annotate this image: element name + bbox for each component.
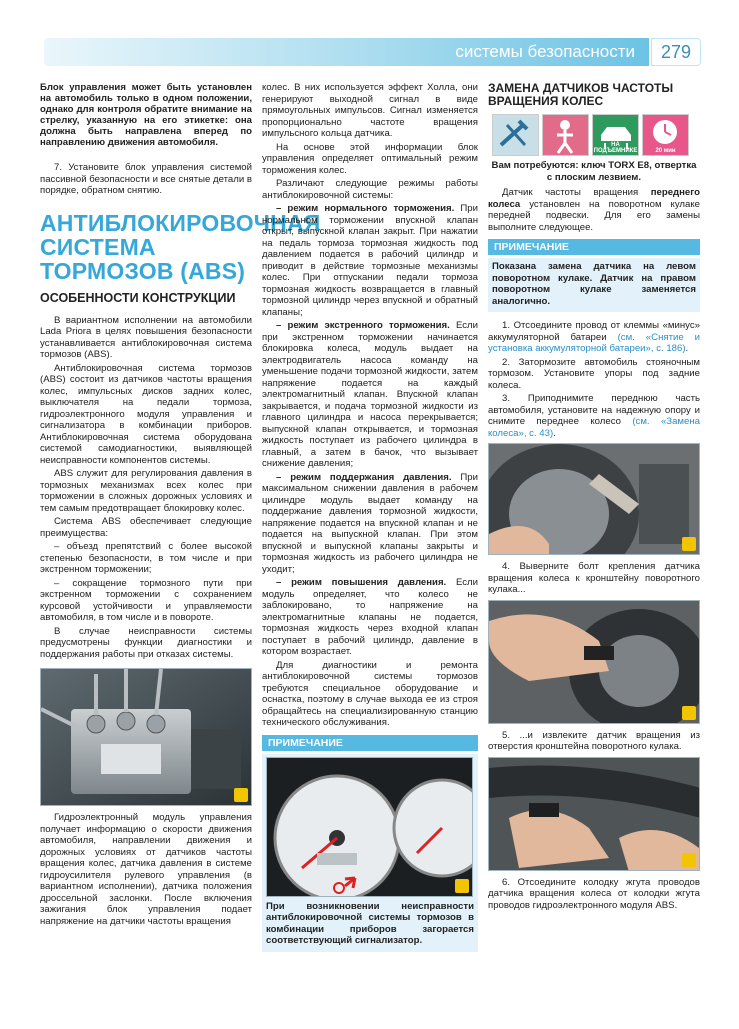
abs-paragraph-1: В вариантном исполнении на автомобили Lada Priora в целях повышения безопасности устанавливается антиблокировочная система тормозов (ABS). <box>40 314 252 360</box>
photo-badge-icon <box>234 788 248 802</box>
sensor-intro <box>488 187 700 233</box>
wheel-hub-photo-2 <box>488 600 700 724</box>
photo-badge-icon <box>682 853 696 867</box>
step-6: 6. Отсоедините колодку жгута проводов датчика вращения колеса от колодки жгута проводов гидроэлектронного модуля ABS. <box>488 876 700 911</box>
mode-increase-text: Если модуль определяет, что колесо не заблокировано, то напряжение на электромагнитные клапаны не подается, тормозная жидкость через входной клапан поступает в рабочий цилиндр, давление в котором возрастает. <box>262 577 478 657</box>
mode-increase-title: – режим повышения давления. <box>276 577 447 588</box>
mode-hold <box>262 472 478 576</box>
abs-paragraph-2: Антиблокировочная система тормозов (ABS) состоит из датчиков частоты вращения колес, импульсных дисков задних колес, выключателя на педали тормоза, гидроэлектронного модуля управления и сигнализатора в комбинации приборов. Антиблокировочная система оборудована системой самодиагностики, выявляющей неисправности компонентов системы. <box>40 362 252 466</box>
wheel-hub-image-1 <box>489 444 700 555</box>
sensor-intro-a: Датчик частоты вращения <box>502 187 651 198</box>
note-text-middle: При возникновении неисправности антиблокировочной системы тормозов в комбинации приборов загорается соответствующий сигнализатор. <box>266 900 474 946</box>
tools-row <box>492 114 700 156</box>
sensor-intro-c: установлен на поворотном кулаке передней подвески. Для его замены выполните следующее. <box>488 198 700 233</box>
abs-paragraph-5: – объезд препятствий с более высокой степенью безопасности, в том числе и при экстренном торможении; <box>40 541 252 575</box>
note-box-right <box>488 258 700 312</box>
wheel-hub-image-2 <box>489 601 700 724</box>
mid-paragraph-2: На основе этой информации блок управления определяет оптимальный режим торможения колес. <box>262 141 478 176</box>
step-2: 2. Затормозите автомобиль стояночным тормозом. Установите упоры под задние колеса. <box>488 356 700 391</box>
step-1-text: 1. Отсоедините провод от клеммы «минус» аккумуляторной батареи <box>488 320 700 343</box>
intro-bold-paragraph: Блок управления может быть установлен на автомобиль только в одном положении, однако для контроля обратите внимание на стрелку, указанную на его этикетке: она должна быть направлена вперед по направлению движения автомобиля. <box>40 82 252 148</box>
abs-paragraph-4: Система ABS обеспечивает следующие преимущества: <box>40 516 252 539</box>
wheel-hub-photo-1 <box>488 443 700 555</box>
step-1-end: . <box>685 343 689 354</box>
column-right <box>488 82 700 913</box>
page-number: 279 <box>651 38 701 66</box>
step-3-end: . <box>553 427 556 439</box>
abs-module-photo <box>40 668 252 806</box>
mode-normal-text: При нормальном торможении впускной клапан открыт, выпускной клапан закрыт. При нажатии на педаль тормоза тормозная жидкость под давлением подается в рабочий цилиндр и приводит в действие тормозные механизмы колес. При отпускании педали тормоза тормозная жидкость возвращается в главный тормозной цилиндр через впускной и обратный клапаны; <box>262 203 478 318</box>
timer-label: 20 мин <box>655 148 676 154</box>
tools-needed: Вам потребуются: ключ TORX E8, отвертка с плоским лезвием. <box>491 160 697 183</box>
note-label-right: ПРИМЕЧАНИЕ <box>488 239 700 255</box>
photo-badge-icon <box>682 706 696 720</box>
step-1 <box>488 320 700 355</box>
header-band <box>44 38 649 66</box>
step-3-text: 3. Приподнимите переднюю часть автомобиля, установите на надежную опору и снимите переднее колесо <box>488 393 700 427</box>
wrench-icon <box>492 114 539 156</box>
mode-hold-title: – режим поддержания давления. <box>276 471 452 483</box>
person-icon <box>542 114 589 156</box>
note-label-middle: ПРИМЕЧАНИЕ <box>262 735 478 751</box>
dashboard-photo <box>266 757 473 897</box>
column-middle <box>262 82 478 958</box>
note-text-right: Показана замена датчика на левом поворотном кулаке. Датчик на правом поворотном кулаке заменяется аналогично. <box>492 261 696 307</box>
mid-paragraph-3: Различают следующие режимы работы антиблокировочной системы: <box>262 178 478 201</box>
mode-normal-title: – режим нормального торможения. <box>276 203 455 214</box>
abs-paragraph-6: – сокращение тормозного пути при экстренном торможении с сохранением курсовой устойчивости и управляемости автомобиля, в том числе и в повороте. <box>40 577 252 623</box>
step-5: 5. ...и извлеките датчик вращения из отверстия кронштейна поворотного кулака. <box>488 729 700 752</box>
step-3 <box>488 393 700 439</box>
step-3-link[interactable]: (см. «Замена колеса», с. 43) <box>488 416 700 439</box>
abs-paragraph-7: В случае неисправности системы предусмотрены функции диагностики и поддержания работы при отказах системы. <box>40 625 252 660</box>
mode-emergency-title: – режим экстренного торможения. <box>276 320 450 331</box>
mode-normal <box>262 203 478 318</box>
section-title: системы безопасности <box>455 42 635 61</box>
lift-label: НА ПОДЪЕМНИКЕ <box>593 142 638 154</box>
step-4: 4. Выверните болт крепления датчика вращения колеса к кронштейну поворотного кулака... <box>488 561 700 595</box>
abs-paragraph-8: Гидроэлектронный модуль управления получает информацию о скорости движения автомобиля, направлении движения и дорожных условиях от датчиков частоты вращения колес, датчика давления в системе гидроусилителя рулевого управления (в вариантном исполнении), датчика положения дроссельной заслонки. После включения зажигания блок управления подает напряжение на датчики частоты вращения <box>40 812 252 927</box>
mid-paragraph-1: колес. В них используется эффект Холла, они генерируют выходной сигнал в виде прямоугольных импульсов. Сигнал изменяется пропорционально частоте вращения импульсного кольца датчика. <box>262 82 478 139</box>
lift-icon <box>592 114 639 156</box>
mode-hold-text: При максимальном снижении давления в рабочем цилиндре модуль выдает команду на поддержание давления тормозной жидкости, напряжение подается на впускной клапан и не подается на выпускной клапан. При этом впускной и выпускной клапаны закрыты и тормозная жидкость из рабочего цилиндра не уходит; <box>262 471 478 575</box>
connector-image <box>489 758 700 871</box>
dashboard-image <box>267 758 473 897</box>
mode-emergency <box>262 320 478 470</box>
step-1-link[interactable]: (см. «Снятие и установка аккумуляторной батареи», с. 186) <box>488 331 700 354</box>
photo-badge-icon <box>455 879 469 893</box>
sensor-replace-title: ЗАМЕНА ДАТЧИКОВ ЧАСТОТЫ ВРАЩЕНИЯ КОЛЕС <box>488 81 674 108</box>
abs-title: АНТИБЛОКИРОВОЧНАЯ СИСТЕМА ТОРМОЗОВ (ABS) <box>40 209 321 284</box>
photo-badge-icon <box>682 537 696 551</box>
mode-increase <box>262 577 478 658</box>
abs-module-image <box>41 669 252 806</box>
abs-subtitle: ОСОБЕННОСТИ КОНСТРУКЦИИ <box>40 290 236 305</box>
mid-paragraph-4: Для диагностики и ремонта антиблокировочной системы тормозов требуются специальное оборудование и оснастка, поэтому в случае выхода ее из строя обращайтесь на специализированную станцию технического обслуживания. <box>262 659 478 728</box>
note-box-middle <box>262 754 478 952</box>
mode-emergency-text: Если при экстренном торможении начинается блокировка колеса, модуль выдает на электродвигатель насоса команду на уменьшение подачи тормозной жидкости, затем напряжение подается на каждый электромагнитный клапан. Впускной клапан закрывается, и подача тормозной жидкости из главного цилиндра и насоса перекрывается; выпускной клапан открывается, и тормозная жидкость поступает из рабочего цилиндра в главный, а затем в бачок, что вызывает снижение давления; <box>262 320 478 469</box>
connector-photo <box>488 757 700 871</box>
abs-paragraph-3: ABS служит для регулирования давления в тормозных механизмах всех колес при торможении в сложных дорожных условиях и тем самым предотвращает блокировку колес. <box>40 468 252 514</box>
sensor-intro-b: переднего колеса <box>488 187 700 210</box>
timer-icon <box>642 114 689 156</box>
step-7: 7. Установите блок управления системой пассивной безопасности и все снятые детали в порядке, обратном снятию. <box>40 162 252 196</box>
